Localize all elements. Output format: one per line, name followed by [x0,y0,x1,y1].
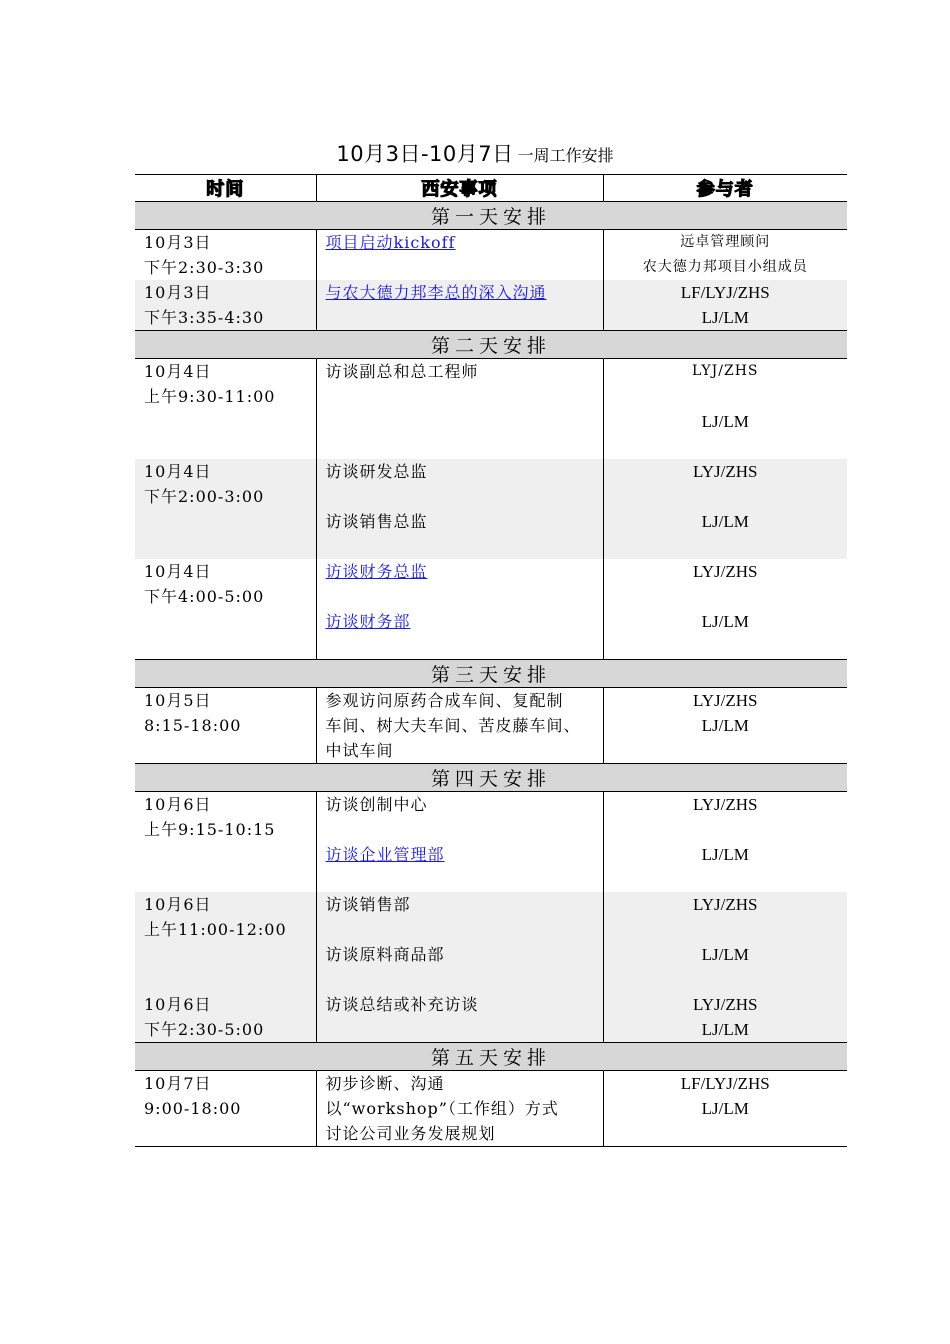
table-row [135,688,847,764]
time-cell: 10月4日 下午2:00-3:00 [135,459,316,559]
table-row [135,359,847,460]
participants-cell: 远卓管理顾问 农大德力邦项目小组成员 [642,234,808,275]
time-cell: 10月4日 下午4:00-5:00 [144,562,265,606]
time-cell: 10月5日 8:15-18:00 [144,691,242,735]
header-time: 时间 [135,175,316,202]
participants-cell: LYJ/ZHS LJ/LM [603,892,847,992]
table-row [135,892,847,992]
table-row [135,992,847,1043]
participants-cell: LYJ/ZHS LJ/LM [603,992,847,1043]
time-cell: 10月3日 下午2:30-3:30 [144,233,265,277]
participants-cell: LYJ/ZHS LJ/LM [692,363,759,431]
table-row [135,230,847,281]
participants-cell: LYJ/ZHS LJ/LM [693,691,758,735]
finance-dept-link[interactable]: 访谈财务部 [325,612,411,631]
matter-cell: 访谈副总和总工程师 [316,359,603,460]
participants-cell: LYJ/ZHS LJ/LM [603,459,847,559]
table-row [135,1071,847,1147]
table-row [135,559,847,660]
table-row [135,459,847,559]
title-dates: 10月3日-10月7日 [336,142,514,166]
matter-cell: 访谈总结或补充访谈 [316,992,603,1043]
page-title [0,138,950,168]
header-matter: 西安事项 [316,175,603,202]
time-cell: 10月4日 上午9:30-11:00 [144,362,276,406]
header-participants: 参与者 [603,175,847,202]
day-1-label: 第一天安排 [135,202,847,230]
day-4-label: 第四天安排 [135,764,847,792]
title-subtitle: 一周工作安排 [517,146,614,165]
time-cell: 10月3日 下午3:35-4:30 [135,280,316,331]
participants-cell: LYJ/ZHS LJ/LM [693,562,758,631]
time-cell: 10月6日 下午2:30-5:00 [135,992,316,1043]
table-header [135,175,847,202]
matter-cell [316,230,603,281]
ceo-meeting-link[interactable]: 与农大德力邦李总的深入沟通 [325,283,547,302]
matter-cell: 访谈创制中心 访谈企业管理部 [316,792,603,893]
matter-cell: 访谈研发总监 访谈销售总监 [316,459,603,559]
day-5-label: 第五天安排 [135,1043,847,1071]
enterprise-mgmt-link[interactable]: 访谈企业管理部 [325,845,445,864]
matter-cell [316,559,603,660]
participants-cell: LYJ/ZHS LJ/LM [693,795,758,864]
table-row [135,792,847,893]
matter-cell: 初步诊断、沟通 以“workshop”（工作组）方式 讨论公司业务发展规划 [316,1071,603,1147]
participants-cell: LF/LYJ/ZHS LJ/LM [603,1071,847,1147]
schedule-table [135,174,847,1147]
time-cell: 10月6日 上午11:00-12:00 [135,892,316,992]
matter-cell [316,280,603,331]
day-3-label: 第三天安排 [135,660,847,688]
finance-director-link[interactable]: 访谈财务总监 [325,562,428,581]
matter-cell: 参观访问原药合成车间、复配制 车间、树大夫车间、苦皮藤车间、 中试车间 [316,688,603,764]
participants-cell: LF/LYJ/ZHS LJ/LM [603,280,847,331]
time-cell: 10月6日 上午9:15-10:15 [144,795,276,839]
table-row [135,280,847,331]
kickoff-link[interactable]: 项目启动kickoff [325,233,456,252]
matter-cell: 访谈销售部 访谈原料商品部 [316,892,603,992]
day-2-label: 第二天安排 [135,331,847,359]
time-cell: 10月7日 9:00-18:00 [135,1071,316,1147]
